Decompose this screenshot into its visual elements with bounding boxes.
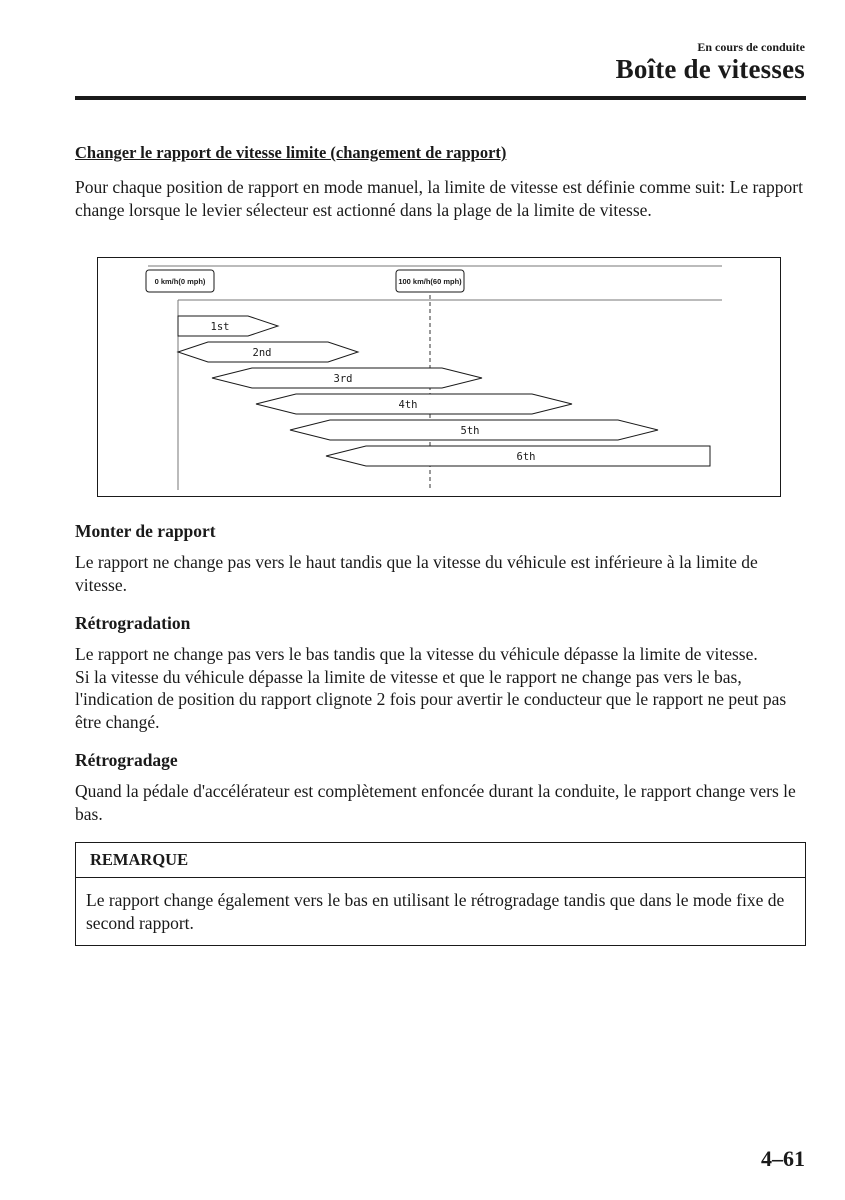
- downshift-text-1: Le rapport ne change pas vers le bas tandis que la vitesse du véhicule dépasse la limite de vitesse.: [75, 644, 758, 664]
- upshift-block: [75, 520, 806, 596]
- gear-speed-diagram: [97, 257, 781, 497]
- upshift-text: Le rapport ne change pas vers le haut tandis que la vitesse du véhicule est inférieure à la limite de vitesse.: [75, 552, 758, 595]
- gear-4th: [256, 394, 572, 414]
- gear-2nd-label: 2nd: [252, 347, 272, 359]
- speed-marker-0-label: 0 km/h(0 mph): [154, 277, 206, 286]
- header-rule: [75, 96, 806, 100]
- kickdown-title: Rétrogradage: [75, 750, 178, 770]
- section-title: Changer le rapport de vitesse limite (changement de rapport): [75, 143, 507, 162]
- page-number: 4–61: [761, 1146, 805, 1171]
- upshift-title: Monter de rapport: [75, 521, 216, 541]
- gear-5th-label: 5th: [460, 425, 480, 437]
- speed-marker-100-label: 100 km/h(60 mph): [398, 277, 462, 286]
- gear-1st: [178, 316, 278, 336]
- downshift-title: Rétrogradation: [75, 613, 191, 633]
- kickdown-text: Quand la pédale d'accélérateur est complètement enfoncée durant la conduite, le rapport change vers le bas.: [75, 781, 796, 824]
- running-header-section: En cours de conduite: [697, 40, 805, 54]
- note-box: [75, 842, 806, 946]
- speed-marker-100: [396, 270, 464, 292]
- gear-4th-label: 4th: [398, 399, 418, 411]
- gear-3rd-label: 3rd: [333, 373, 353, 385]
- note-title: REMARQUE: [76, 843, 805, 878]
- speed-marker-0: [146, 270, 214, 292]
- gear-6th-label: 6th: [516, 451, 536, 463]
- intro-paragraph: Pour chaque position de rapport en mode manuel, la limite de vitesse est définie comme suit: Le rapport change lorsque le levier sélecteur est actionné dans la plage de la limite de vitesse.: [75, 177, 803, 220]
- gear-speed-diagram-svg: [98, 258, 782, 498]
- note-text: Le rapport change également vers le bas en utilisant le rétrogradage tandis que dans le mode fixe de second rapport.: [86, 890, 785, 933]
- gear-3rd: [212, 368, 482, 388]
- gear-2nd: [178, 342, 358, 362]
- gear-1st-label: 1st: [210, 321, 230, 333]
- gear-5th: [290, 420, 658, 440]
- downshift-block: [75, 612, 806, 733]
- kickdown-block: [75, 749, 806, 825]
- page-content: [75, 142, 806, 946]
- gear-6th: [326, 446, 710, 466]
- downshift-text-2: Si la vitesse du véhicule dépasse la limite de vitesse et que le rapport ne change pas vers le bas, l'indication de position du rapport clignote 2 fois pour avertir le conducteur que le rapport ne peut pas être changé.: [75, 666, 787, 732]
- page-title: Boîte de vitesses: [615, 54, 805, 84]
